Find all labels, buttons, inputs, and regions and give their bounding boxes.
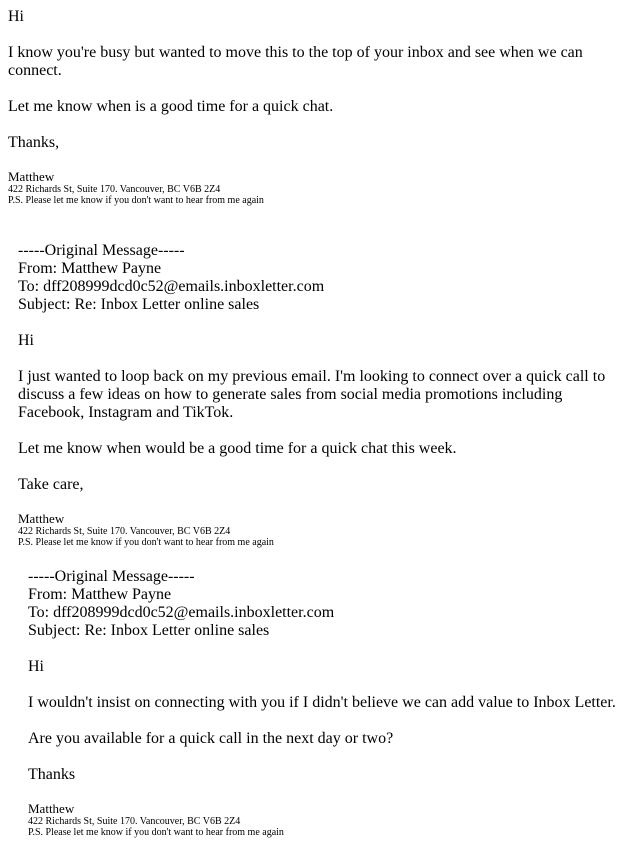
quoted-message [18, 242, 630, 548]
signature-ps: P.S. Please let me know if you don't want to hear from me again [8, 195, 264, 206]
to-line: To: dff208999dcd0c52@emails.inboxletter.com [28, 604, 335, 621]
signoff: Thanks [28, 766, 76, 783]
signature-name: Matthew [28, 801, 75, 816]
original-message-header: -----Original Message----- [28, 568, 195, 585]
greeting: Hi [8, 8, 24, 25]
quoted-message [28, 568, 634, 838]
body-paragraph: Let me know when would be a good time for a quick chat this week. [18, 440, 457, 457]
email-body [8, 8, 628, 206]
signature-address: 422 Richards St, Suite 170. Vancouver, BC V6B 2Z4 [18, 526, 231, 537]
signoff: Thanks, [8, 134, 60, 151]
original-message-header: -----Original Message----- [18, 242, 185, 259]
signature-address: 422 Richards St, Suite 170. Vancouver, BC V6B 2Z4 [8, 184, 221, 195]
signature-ps: P.S. Please let me know if you don't want to hear from me again [28, 827, 284, 838]
greeting: Hi [28, 658, 44, 675]
body-paragraph: I just wanted to loop back on my previous email. I'm looking to connect over a quick call to discuss a few ideas on how to generate sales from social media promotions including Facebook, Instagram and TikTok. [18, 368, 606, 421]
body-paragraph: I wouldn't insist on connecting with you if I didn't believe we can add value to Inbox Letter. [28, 694, 616, 711]
signature-ps: P.S. Please let me know if you don't want to hear from me again [18, 537, 274, 548]
body-paragraph: Are you available for a quick call in the next day or two? [28, 730, 394, 747]
signature-name: Matthew [8, 169, 55, 184]
signature-name: Matthew [18, 511, 65, 526]
signoff: Take care, [18, 476, 84, 493]
to-line: To: dff208999dcd0c52@emails.inboxletter.com [18, 278, 325, 295]
from-line: From: Matthew Payne [18, 260, 162, 277]
signature-address: 422 Richards St, Suite 170. Vancouver, BC V6B 2Z4 [28, 816, 241, 827]
subject-line: Subject: Re: Inbox Letter online sales [28, 622, 270, 639]
body-paragraph: Let me know when is a good time for a quick chat. [8, 98, 334, 115]
from-line: From: Matthew Payne [28, 586, 172, 603]
body-paragraph: I know you're busy but wanted to move this to the top of your inbox and see when we can connect. [8, 44, 583, 79]
subject-line: Subject: Re: Inbox Letter online sales [18, 296, 260, 313]
greeting: Hi [18, 332, 34, 349]
